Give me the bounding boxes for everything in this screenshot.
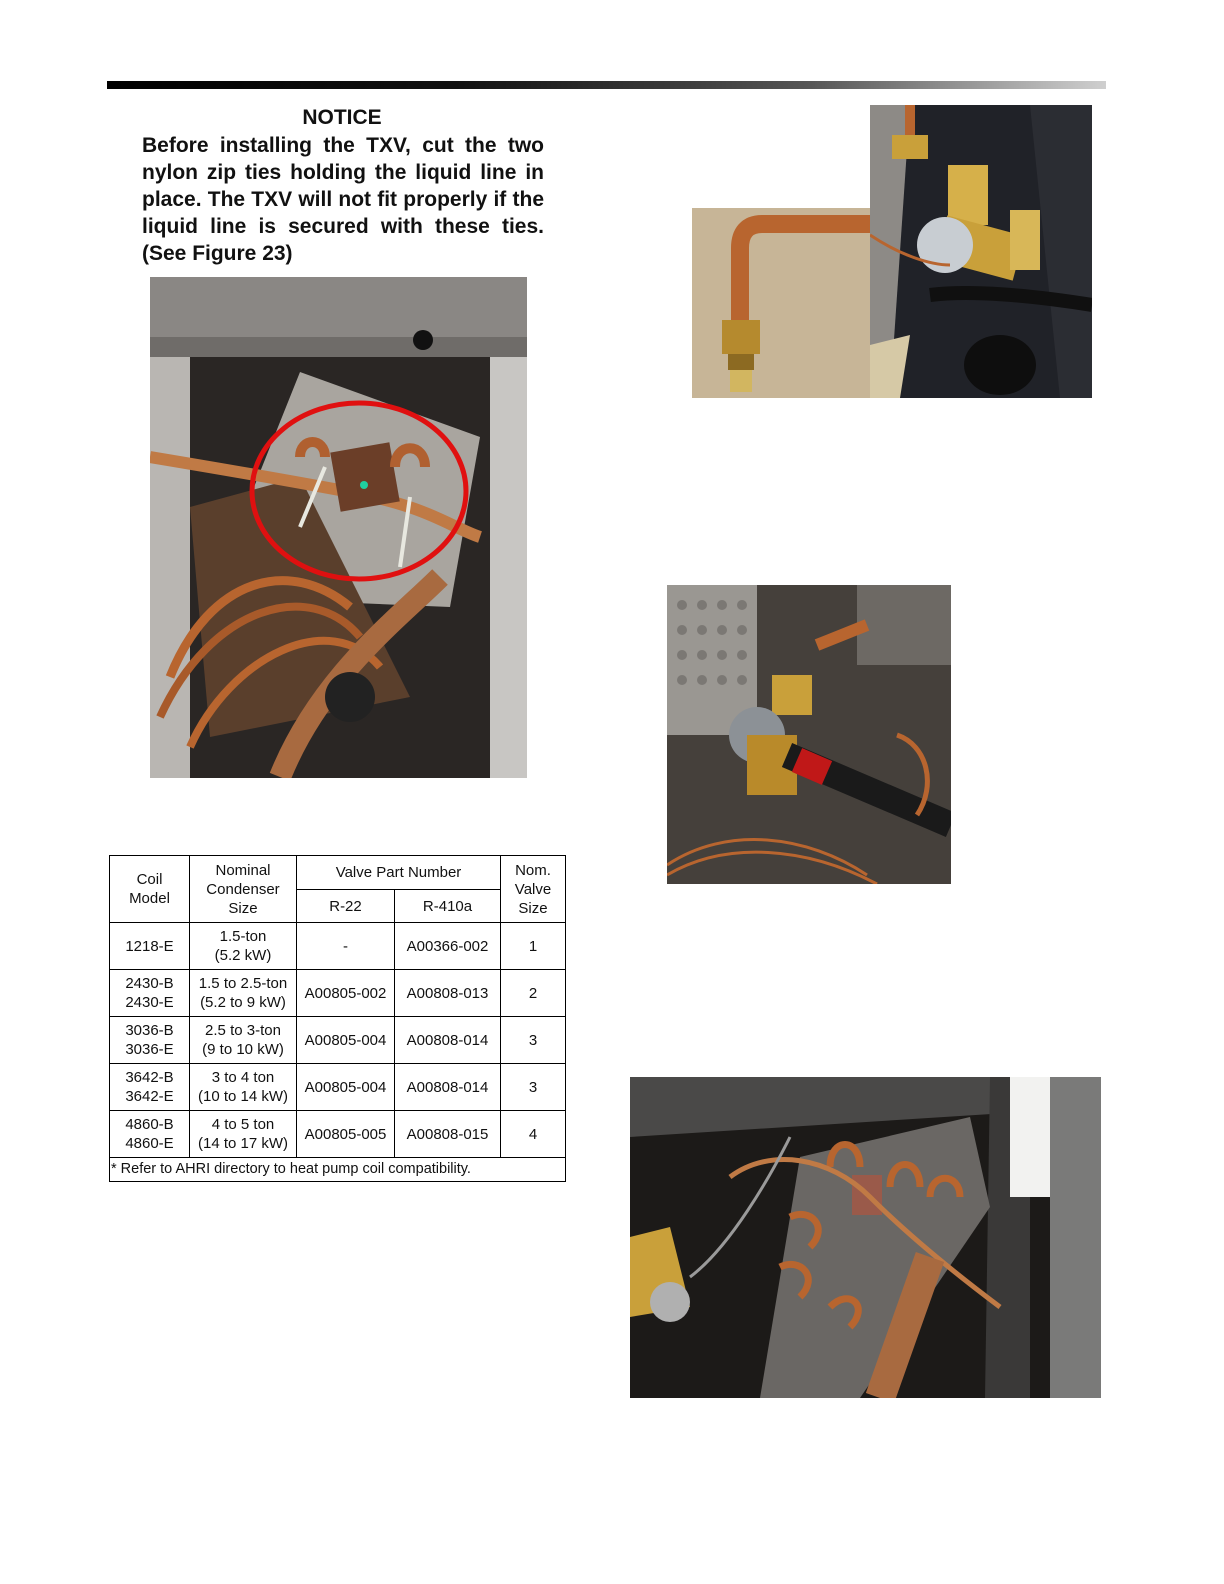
table-row: 1218-E 1.5-ton (5.2 kW) - A00366-002 1 [110,923,566,970]
header-valve-part-number: Valve Part Number [297,856,501,890]
table-row: 3036-B 3036-E 2.5 to 3-ton (9 to 10 kW) A00805-004 A00808-014 3 [110,1017,566,1064]
header-nom-valve-size: Nom. Valve Size [501,856,566,923]
table-row: 4860-B 4860-E 4 to 5 ton (14 to 17 kW) A00805-005 A00808-015 4 [110,1111,566,1158]
table-row: 2430-B 2430-E 1.5 to 2.5-ton (5.2 to 9 kW) A00805-002 A00808-013 2 [110,970,566,1017]
notice-body: Before installing the TXV, cut the two nylon zip ties holding the liquid line in place. The TXV will not fit properly if the liquid line is secured with these ties. (See Figure 23) [142,134,544,265]
header-coil-model: Coil Model [110,856,190,923]
table-footnote: * Refer to AHRI directory to heat pump coil compatibility. [110,1158,566,1182]
table-row: 3642-B 3642-E 3 to 4 ton (10 to 14 kW) A00805-004 A00808-014 3 [110,1064,566,1111]
zip-ties-photo [150,277,527,778]
fitting-photo [692,208,872,398]
header-rule [107,81,1106,89]
coil-bulb-photo [630,1077,1101,1398]
txv-valve-photo [870,105,1092,398]
valve-parts-table [109,855,566,1182]
notice-title: NOTICE [302,106,382,129]
installed-txv-photo [667,585,951,884]
header-nominal-condenser-size: Nominal Condenser Size [190,856,297,923]
header-r22: R-22 [297,890,395,923]
header-r410a: R-410a [395,890,501,923]
